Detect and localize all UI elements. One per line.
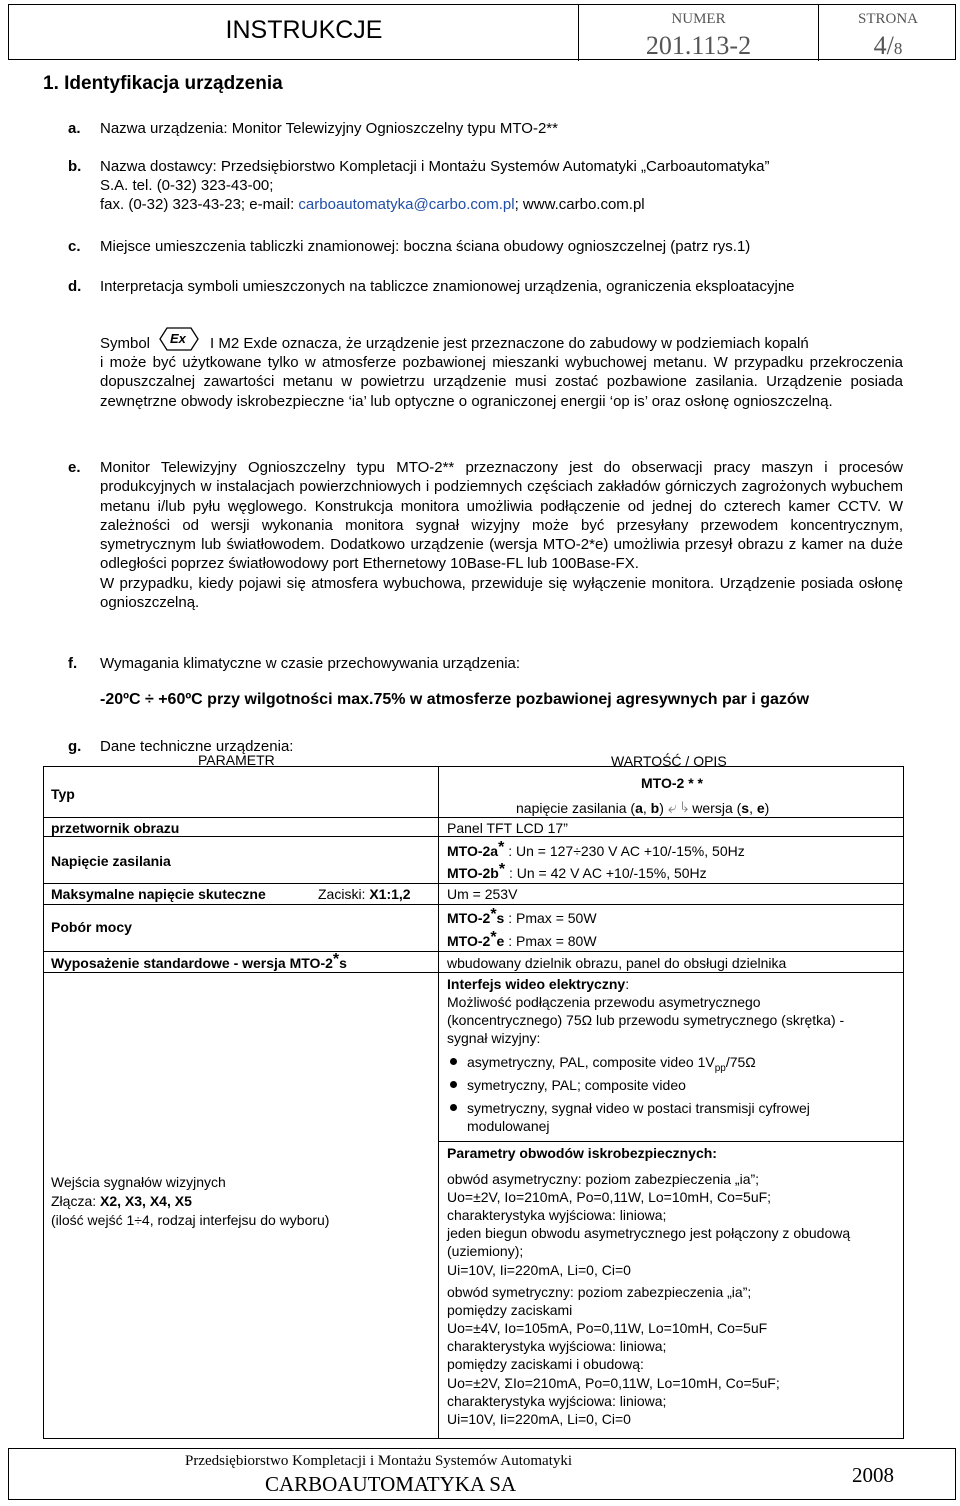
- param-line: Ui=10V, Ii=220mA, Li=0, Ci=0: [447, 1410, 631, 1427]
- napiecie-a-star: *: [498, 839, 505, 856]
- item-b: [100, 157, 903, 176]
- wyposazenie-value: wbudowany dzielnik obrazu, panel do obsługi dzielnika: [447, 955, 787, 971]
- typ-desc-b: b: [650, 800, 660, 816]
- item-e-marker: e.: [68, 459, 81, 476]
- item-e: [100, 458, 903, 612]
- bullet-icon: [450, 1104, 457, 1111]
- zaciski-val: X1:1,2: [369, 886, 411, 902]
- typ-arrows-icon: ⤶ ↳: [667, 800, 689, 817]
- document-number-label: NUMER: [671, 11, 726, 27]
- param-line: jeden biegun obwodu asymetrycznego jest połączony z obudową: [447, 1225, 851, 1242]
- bullet1-sub: pp: [714, 1062, 726, 1074]
- interfejs-line3: sygnał wizyjny:: [447, 1030, 541, 1046]
- typ-model: MTO-2 * *: [641, 775, 703, 791]
- item-e-paragraph2: W przypadku, kiedy pojawi się atmosfera wybuchowa, przewiduje się wyłączenie monitora. Urządzenie posiada osłonę ognioszczelną.: [100, 574, 903, 612]
- typ-desc-a: a: [635, 800, 643, 816]
- row-divider: [43, 817, 904, 818]
- page-number-label: STRONA: [857, 11, 918, 27]
- email-link[interactable]: carboautomatyka@carbo.com.pl: [298, 196, 515, 213]
- www-text: ; www.carbo.com.pl: [514, 196, 645, 213]
- item-d-title: [100, 277, 903, 296]
- item-b-line1: Nazwa dostawcy: Przedsiębiorstwo Kompletacji i Montażu Systemów Automatyki „Carboautomatyka”: [100, 158, 770, 175]
- param-line: charakterystyka wyjściowa: liniowa;: [447, 1207, 667, 1224]
- wyposazenie-label: [51, 951, 347, 973]
- max-voltage-value: Um = 253V: [447, 886, 518, 902]
- table-border-bottom: [43, 1438, 904, 1439]
- fax-text: fax. (0-32) 323-43-23; e-mail:: [100, 196, 299, 213]
- column-header-parameter: PARAMETR: [198, 752, 275, 768]
- typ-desc-end: ): [764, 800, 770, 816]
- item-f-text: Wymagania klimatyczne w czasie przechowywania urządzenia:: [100, 655, 521, 672]
- item-a: [100, 119, 903, 138]
- bullet1-pre: asymetryczny, PAL, composite video 1V: [467, 1054, 715, 1070]
- document-number-cell: [578, 5, 818, 61]
- napiecie-label: Napięcie zasilania: [51, 853, 171, 869]
- item-f-marker: f.: [68, 655, 78, 672]
- page-number-cell: [818, 5, 957, 61]
- napiecie-a: [447, 839, 745, 861]
- pobor-s-model: MTO-2: [447, 910, 491, 926]
- napiecie-a-value: : Un = 127÷230 V AC +10/-15%, 50Hz: [504, 843, 745, 859]
- ex-hexagon-icon: [158, 326, 200, 352]
- wypos-pre: Wyposażenie standardowe - wersja MTO-2: [51, 955, 333, 971]
- param-line: obwód symetryczny: poziom zabezpieczenia „ia”;: [447, 1284, 752, 1300]
- pobor-e-model: MTO-2: [447, 933, 491, 949]
- param-line: pomiędzy zaciskami: [447, 1302, 573, 1319]
- wypos-star: *: [332, 951, 340, 968]
- napiecie-a-model: MTO-2a: [447, 843, 499, 859]
- page-number-value: 4/8: [873, 31, 903, 60]
- item-d-title-text: Interpretacja symboli umieszczonych na tabliczce znamionowej urządzenia, ograniczenia eksploatacyjne: [100, 278, 795, 295]
- table-border-left: [43, 766, 44, 1439]
- pobor-e-suffix: e: [496, 933, 505, 949]
- typ-desc-e: e: [756, 800, 765, 816]
- item-a-marker: a.: [68, 120, 81, 137]
- interfejs-colon: :: [625, 976, 630, 992]
- table-border-top: [43, 766, 904, 767]
- page-total: 8: [893, 39, 903, 58]
- param-title: Parametry obwodów iskrobezpiecznych:: [447, 1145, 717, 1161]
- param-line: Uo=±2V, ΣIo=210mA, Po=0,11W, Lo=10mH, Co=5uF;: [447, 1374, 780, 1391]
- param-line: charakterystyka wyjściowa: liniowa;: [447, 1392, 667, 1409]
- bullet-icon: [450, 1081, 457, 1088]
- row-divider: [43, 951, 904, 952]
- row-divider: [43, 883, 904, 884]
- max-voltage-label: Maksymalne napięcie skuteczne: [51, 886, 266, 902]
- napiecie-b-star: *: [498, 861, 506, 878]
- item-g-text: Dane techniczne urządzenia:: [100, 738, 294, 755]
- param-line: obwód asymetryczny: poziom zabezpieczenia „ia”;: [447, 1171, 760, 1187]
- typ-description: [516, 799, 769, 818]
- bullet-icon: [450, 1058, 457, 1065]
- item-b-line3: [100, 195, 903, 214]
- bullet-digital-line2: modulowanej: [467, 1118, 550, 1134]
- bullet-digital-line1: symetryczny, sygnał video w postaci transmisji cyfrowej: [467, 1100, 810, 1116]
- interfejs-line1: Możliwość podłączenia przewodu asymetrycznego: [447, 994, 761, 1010]
- row-divider: [43, 904, 904, 905]
- row-divider: [439, 1141, 904, 1142]
- page-footer: [8, 1448, 956, 1500]
- symbol-description: I M2 Exde oznacza, że urządzenie jest przeznaczone do zabudowy w podziemiach kopalń: [210, 335, 809, 352]
- przetwornik-label: przetwornik obrazu: [51, 820, 180, 836]
- param-line: Uo=±4V, Io=105mA, Po=0,11W, Lo=10mH, Co=5uF: [447, 1320, 768, 1337]
- footer-year: 2008: [852, 1463, 894, 1487]
- item-d-paragraph: [100, 353, 903, 411]
- wejscia-line3: (ilość wejść 1÷4, rodzaj interfejsu do wyboru): [51, 1212, 330, 1228]
- napiecie-b-model: MTO-2b: [447, 865, 499, 881]
- item-a-text: Nazwa urządzenia: Monitor Telewizyjny Ognioszczelny typu MTO-2**: [100, 120, 558, 137]
- page-header: [8, 4, 956, 60]
- pobor-s: [447, 906, 597, 928]
- interfejs-title-text: Interfejs wideo elektryczny: [447, 976, 626, 992]
- param-line: charakterystyka wyjściowa: liniowa;: [447, 1338, 667, 1355]
- item-d-symbol-line: [100, 331, 903, 353]
- bullet-asymmetric: [467, 1053, 756, 1078]
- param-line: pomiędzy zaciskami i obudową:: [447, 1356, 644, 1373]
- pobor-e: [447, 929, 597, 951]
- page-current: 4: [873, 31, 887, 60]
- wejscia-line2: [51, 1192, 192, 1210]
- table-column-divider: [438, 766, 439, 1439]
- napiecie-b-value: : Un = 42 V AC +10/-15%, 50Hz: [505, 865, 707, 881]
- document-type-title: INSTRUKCJE: [225, 16, 383, 44]
- wejscia-connectors: X2, X3, X4, X5: [100, 1193, 192, 1209]
- document-number-value: 201.113-2: [645, 31, 752, 60]
- typ-desc-pre: napięcie zasilania (: [516, 800, 636, 816]
- typ-desc-s: s: [741, 800, 750, 816]
- param-line: (uziemiony);: [447, 1243, 524, 1260]
- column-header-value: WARTOŚĆ / OPIS: [611, 753, 727, 769]
- interfejs-title: [447, 975, 629, 993]
- wejscia-line1: Wejścia sygnałów wizyjnych: [51, 1174, 226, 1190]
- zaciski-pre: Zaciski:: [318, 886, 370, 902]
- typ-desc-comma: ,: [749, 800, 757, 816]
- typ-label: Typ: [51, 786, 75, 802]
- wypos-suffix: s: [339, 955, 347, 971]
- pobor-label: Pobór mocy: [51, 919, 132, 935]
- pobor-s-star: *: [490, 906, 497, 923]
- item-e-paragraph1: Monitor Telewizyjny Ognioszczelny typu MTO-2** przeznaczony jest do obserwacji pracy maszyn i procesów produkcyjnych w instalacjach powierzchniowych i podziemnych częściach zakładów górniczych zagrożonych wybuchem metanu i/lub pyłu węglowego. Konstrukcja monitora umożliwia podłączenie od jednej do czterech kamer CCTV. W zależności od wersji wykonania monitora sygnał wizyjny może być przesyłany przewodem koncentrycznym, symetrycznym lub światłowodem. Dodatkowo urządzenie (wersja MTO-2*e) umożliwia przesył obrazu z kamer na duże odległości poprzez światłowodowy port Ethernetowy 10Base-FL lub 100Base-FX.: [100, 459, 903, 573]
- param-line: Ui=10V, Ii=220mA, Li=0, Ci=0: [447, 1261, 631, 1278]
- zaciski-text: [318, 885, 411, 903]
- symbol-label: Symbol: [100, 335, 151, 352]
- technical-data-table: [43, 752, 904, 1439]
- item-b-marker: b.: [68, 158, 82, 175]
- pobor-s-suffix: s: [496, 910, 505, 926]
- item-d-paragraph-text: i może być użytkowane tylko w atmosferze pozbawionej mieszanki wybuchowej metanu. W przypadku przekroczenia dopuszczalnej zawartości metanu w powietrzu urządzenie musi zostać pozbawione zasilania. Urządzenie posiada zewnętrzne obwody iskrobezpieczne ‘ia’ lub optyczne o ograniczonej energii ‘op is’ oraz osłonę ognioszczelną.: [100, 354, 903, 410]
- item-c-marker: c.: [68, 238, 81, 255]
- footer-company-line: Przedsiębiorstwo Kompletacji i Montażu Systemów Automatyki: [185, 1453, 573, 1469]
- pobor-e-value: : Pmax = 80W: [504, 933, 597, 949]
- wejscia-pre: Złącza:: [51, 1193, 101, 1209]
- section-heading: 1. Identyfikacja urządzenia: [43, 73, 283, 94]
- przetwornik-value: Panel TFT LCD 17”: [447, 820, 568, 836]
- bullet1-post: /75Ω: [725, 1054, 756, 1070]
- pobor-s-value: : Pmax = 50W: [504, 910, 597, 926]
- item-g-marker: g.: [68, 738, 82, 755]
- typ-desc-sep: ,: [642, 800, 651, 816]
- bullet-symmetric: symetryczny, PAL; composite video: [467, 1077, 686, 1093]
- item-b-line2: S.A. tel. (0-32) 323-43-00;: [100, 177, 274, 194]
- typ-desc-version: wersja (: [692, 800, 742, 816]
- interfejs-line2: (koncentrycznego) 75Ω lub przewodu symetrycznego (skrętka) -: [447, 1012, 845, 1028]
- item-d-marker: d.: [68, 278, 82, 295]
- table-border-right: [903, 766, 904, 1439]
- footer-company-name: CARBOAUTOMATYKA SA: [265, 1472, 517, 1496]
- napiecie-b: [447, 861, 707, 883]
- param-line: Uo=±2V, Io=210mA, Po=0,11W, Lo=10mH, Co=5uF;: [447, 1189, 772, 1206]
- pobor-e-star: *: [490, 929, 497, 946]
- typ-desc-close: ): [659, 800, 664, 816]
- ex-symbol-text: Ex: [170, 331, 186, 346]
- item-c-text: Miejsce umieszczenia tabliczki znamionowej: boczna ściana obudowy ognioszczelnej (patrz rys.1): [100, 238, 751, 255]
- storage-condition: -20ºC ÷ +60ºC przy wilgotności max.75% w atmosferze pozbawionej agresywnych par i gazów: [100, 691, 810, 708]
